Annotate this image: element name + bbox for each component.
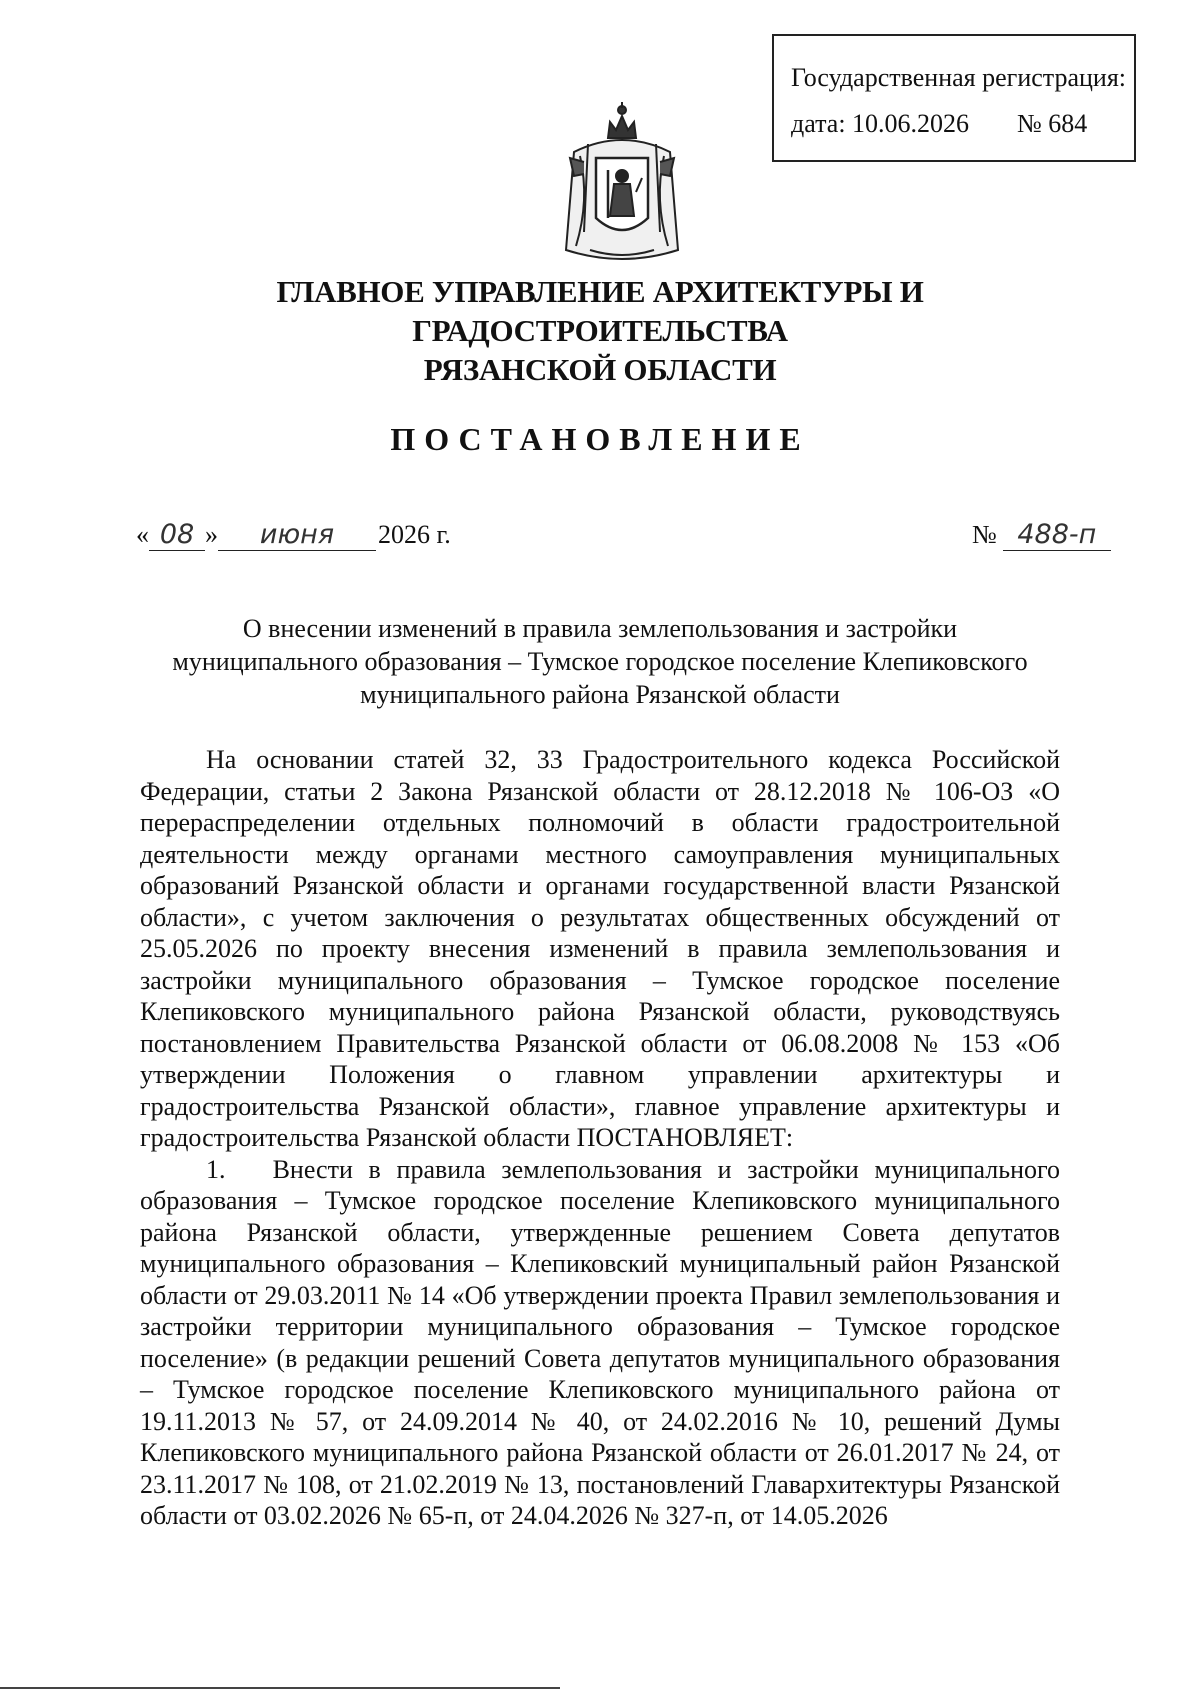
subject-line-1: О внесении изменений в правила землепользования и застройки — [242, 614, 958, 643]
subject-line-3: муниципального района Рязанской области — [360, 680, 840, 709]
handwritten-number: 488-п — [1003, 520, 1111, 551]
registration-stamp — [772, 34, 1136, 162]
document-body — [140, 744, 1060, 1532]
number-prefix: № — [972, 520, 997, 549]
document-type-title: ПОСТАНОВЛЕНИЕ — [390, 421, 810, 457]
handwritten-month: июня — [218, 520, 376, 551]
document-subject — [140, 612, 1060, 711]
date-open-quote: « — [136, 520, 149, 549]
scan-edge-line — [0, 1687, 560, 1689]
authority-line-1: ГЛАВНОЕ УПРАВЛЕНИЕ АРХИТЕКТУРЫ И ГРАДОСТРОИТЕЛЬСТВА — [276, 274, 924, 348]
authority-name — [100, 272, 1100, 389]
document-number — [972, 520, 1111, 551]
authority-line-2: РЯЗАНСКОЙ ОБЛАСТИ — [423, 352, 777, 387]
registration-title: Государственная регистрация: — [791, 63, 1127, 92]
document-date — [136, 520, 451, 556]
date-close-quote: » — [205, 520, 218, 549]
registration-number: № 684 — [1017, 109, 1088, 138]
date-year: 2026 г. — [378, 520, 451, 549]
item-1-paragraph: 1. Внести в правила землепользования и застройки муниципального образования – Тумское городское поселение Клепиковского муниципального района Рязанской области, утвержденные решением Совета депутатов муниципального образования – Клепиковский муниципальный район Рязанской области от 29.03.2011 № 14 «Об утверждении проекта Правил землепользования и застройки территории муниципального образования – Тумское городское поселение» (в редакции решений Совета депутатов муниципального образования – Тумское городское поселение Клепиковского муниципального района от 19.11.2013 № 57, от 24.09.2014 № 40, от 24.02.2016 № 10, решений Думы Клепиковского муниципального района Рязанской области от 26.01.2017 № 24, от 23.11.2017 № 108, от 21.02.2019 № 13, постановлений Главархитектуры Рязанской области от 03.02.2026 № 65-п, от 24.04.2026 № 327-п, от 14.05.2026 — [140, 1154, 1060, 1530]
registration-date: дата: 10.06.2026 — [791, 109, 970, 138]
ryazan-oblast-coat-of-arms-icon — [560, 100, 685, 270]
preamble-paragraph: На основании статей 32, 33 Градостроительного кодекса Российской Федерации, статьи 2 Закона Рязанской области от 28.12.2018 № 106-ОЗ «О перераспределении отдельных полномочий в области градостроительной деятельности между органами местного самоуправления муниципальных образований Рязанской области и органами государственной власти Рязанской области», с учетом заключения о результатах общественных обсуждений от 25.05.2026 по проекту внесения изменений в правила землепользования и застройки муниципального образования – Тумское городское поселение Клепиковского муниципального района Рязанской области, руководствуясь постановлением Правительства Рязанской области от 06.08.2008 № 153 «Об утверждении Положения о главном управлении архитектуры и градостроительства Рязанской области», главное управление архитектуры и градостроительства Рязанской области ПОСТАНОВЛЯЕТ: — [140, 745, 1060, 1152]
subject-line-2: муниципального образования – Тумское городское поселение Клепиковского — [172, 647, 1028, 676]
handwritten-day: 08 — [149, 520, 205, 551]
